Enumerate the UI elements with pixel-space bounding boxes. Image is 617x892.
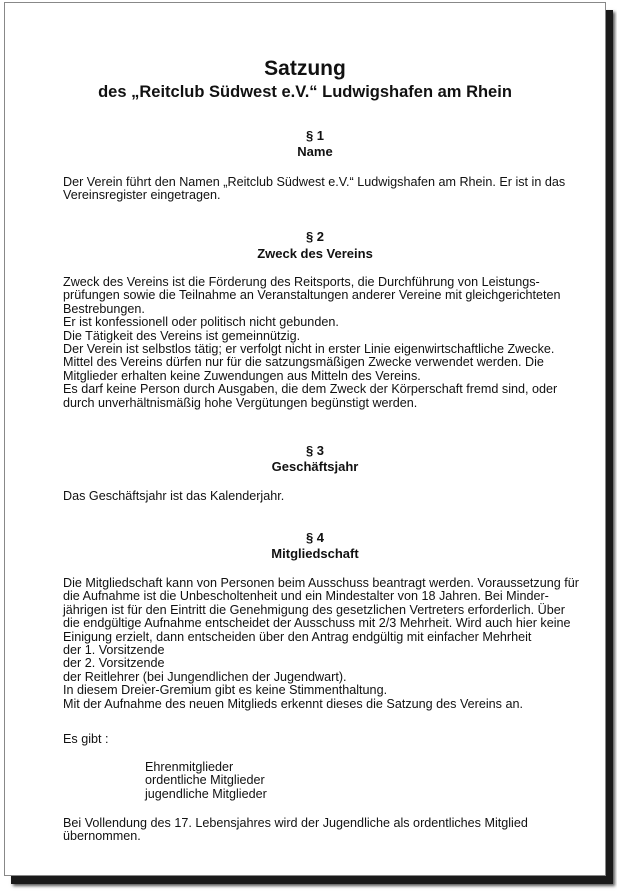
section-4-text (63, 577, 603, 711)
text-line: Es darf keine Person durch Ausgaben, die dem Zweck der Körperschaft fremd sind, oder (63, 382, 558, 397)
document-title: Satzung (264, 57, 346, 80)
text-line: Der Verein ist selbstlos tätig; er verfolgt nicht in erster Linie eigenwirtschaftliche Zwecke. (63, 342, 555, 357)
text-line: Die Tätigkeit des Vereins ist gemeinnützig. (63, 328, 301, 343)
text-line: der Reitlehrer (bei Jungendlichen der Jugendwart). (63, 669, 347, 684)
text-line: Das Geschäftsjahr ist das Kalenderjahr. (63, 489, 285, 503)
text-line: Mittel des Vereins dürfen nur für die satzungsmäßigen Zwecke verwendet werden. Die (63, 355, 544, 370)
text-line: jährigen ist für den Eintritt die Genehmigung des gesetzlichen Vertreters erforderlich. Über (63, 602, 565, 617)
text-line: Es gibt : (63, 732, 109, 746)
es-gibt-label (63, 733, 603, 746)
text-line: der 1. Vorsitzende (63, 643, 165, 658)
section-2-text (63, 276, 603, 410)
text-line: prüfungen sowie die Teilnahme an Veranstaltungen anderer Vereine mit gleichgerichteten (63, 288, 561, 303)
text-line: die endgültige Aufnahme entscheidet der Ausschuss mit 2/3 Mehrheit. Wird auch hier keine (63, 616, 571, 631)
list-item: Ehrenmitglieder (145, 760, 234, 774)
text-line: Der Verein führt den Namen „Reitclub Südwest e.V.“ Ludwigshafen am Rhein. Er ist in das (63, 175, 566, 189)
section-4-closing (63, 817, 603, 844)
text-line: übernommen. (63, 829, 141, 844)
text-line: der 2. Vorsitzende (63, 656, 165, 671)
text-line: Er ist konfessionell oder politisch nicht gebunden. (63, 315, 339, 330)
document-page (4, 2, 606, 876)
text-line: die Aufnahme ist die Unbescholtenheit und ein Mindestalter von 18 Jahren. Bei Minder- (63, 589, 549, 604)
page-content (5, 3, 605, 875)
document-subtitle: des „Reitclub Südwest e.V.“ Ludwigshafen am Rhein (98, 83, 512, 101)
section-2-number: § 2 (305, 229, 325, 244)
section-2-heading: Zweck des Vereins (257, 246, 373, 261)
text-line: Zweck des Vereins ist die Förderung des Reitsports, die Durchführung von Leistungs- (63, 275, 540, 289)
text-line: Mit der Aufnahme des neuen Mitglieds erkennt dieses die Satzung des Vereins an. (63, 696, 523, 711)
text-line: Einigung erzielt, dann entscheiden über den Antrag endgültig mit einfacher Mehrheit (63, 629, 532, 644)
list-item: jugendliche Mitglieder (145, 786, 267, 801)
list-item: ordentliche Mitglieder (145, 773, 265, 788)
section-4-heading: Mitgliedschaft (271, 546, 359, 561)
section-1-text (63, 176, 603, 203)
text-line: Bestrebungen. (63, 301, 145, 316)
member-types-list (145, 761, 617, 801)
section-3-number: § 3 (305, 443, 325, 458)
section-1-heading: Name (297, 144, 333, 159)
section-1-number: § 1 (305, 128, 325, 143)
section-4-number: § 4 (305, 530, 325, 545)
section-3-text (63, 490, 603, 503)
text-line: durch unverhältnismäßig hohe Vergütungen begünstigt werden. (63, 395, 418, 410)
text-line: Mitglieder erhalten keine Zuwendungen aus Mitteln des Vereins. (63, 368, 421, 383)
text-line: Vereinsregister eingetragen. (63, 188, 221, 203)
text-line: Bei Vollendung des 17. Lebensjahres wird der Jugendliche als ordentliches Mitglied (63, 816, 528, 830)
section-3-heading: Geschäftsjahr (271, 459, 359, 474)
text-line: Die Mitgliedschaft kann von Personen beim Ausschuss beantragt werden. Voraussetzung für (63, 576, 579, 590)
text-line: In diesem Dreier-Gremium gibt es keine Stimmenthaltung. (63, 683, 388, 698)
